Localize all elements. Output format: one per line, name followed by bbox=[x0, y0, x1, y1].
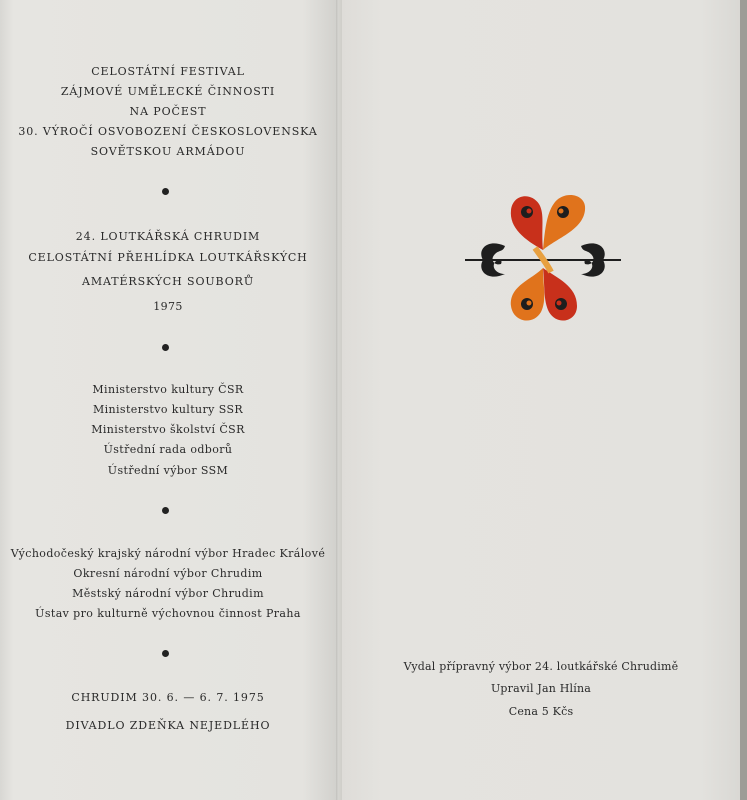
right-page bbox=[342, 0, 740, 800]
regional-line: Ústav pro kulturně výchovnou činnost Praha bbox=[35, 607, 301, 620]
festival-line: NA POČEST bbox=[129, 105, 207, 118]
background-edge bbox=[740, 0, 747, 800]
festival-line: SOVĚTSKOU ARMÁDOU bbox=[90, 145, 246, 158]
event-line: AMATÉRSKÝCH SOUBORŮ bbox=[81, 275, 254, 288]
event-dates: CHRUDIM 30. 6. — 6. 7. 1975 bbox=[71, 691, 265, 704]
organizer-line: Ústřední výbor SSM bbox=[107, 464, 229, 477]
organizer-line: Ministerstvo kultury ČSR bbox=[92, 383, 244, 396]
organizer-line: Ministerstvo kultury SSR bbox=[92, 403, 244, 416]
event-venue: DIVADLO ZDEŇKA NEJEDLÉHO bbox=[65, 719, 271, 732]
event-line: CELOSTÁTNÍ PŘEHLÍDKA LOUTKÁŘSKÝCH bbox=[28, 251, 308, 264]
editor-credit: Upravil Jan Hlína bbox=[490, 682, 592, 695]
festival-line: ZÁJMOVÉ UMĚLECKÉ ČINNOSTI bbox=[60, 85, 276, 98]
event-line: 24. LOUTKÁŘSKÁ CHRUDIM bbox=[75, 230, 261, 243]
event-year: 1975 bbox=[153, 300, 183, 313]
regional-line: Východočeský krajský národní výbor Hradec Králové bbox=[10, 547, 326, 560]
separator-dot bbox=[162, 650, 169, 657]
regional-line: Okresní národní výbor Chrudim bbox=[73, 567, 263, 580]
left-page bbox=[0, 0, 336, 800]
ornamental-puppet-emblem-icon bbox=[465, 188, 621, 328]
festival-line: CELOSTÁTNÍ FESTIVAL bbox=[91, 65, 245, 78]
publisher-credit: Vydal přípravný výbor 24. loutkářské Chrudimě bbox=[403, 660, 679, 673]
organizer-line: Ústřední rada odborů bbox=[103, 443, 233, 456]
regional-line: Městský národní výbor Chrudim bbox=[72, 587, 264, 600]
separator-dot bbox=[162, 188, 169, 195]
separator-dot bbox=[162, 507, 169, 514]
separator-dot bbox=[162, 344, 169, 351]
organizer-line: Ministerstvo školství ČSR bbox=[91, 423, 245, 436]
festival-line: 30. VÝROČÍ OSVOBOZENÍ ČESKOSLOVENSKA bbox=[18, 125, 318, 138]
price-label: Cena 5 Kčs bbox=[508, 705, 574, 718]
